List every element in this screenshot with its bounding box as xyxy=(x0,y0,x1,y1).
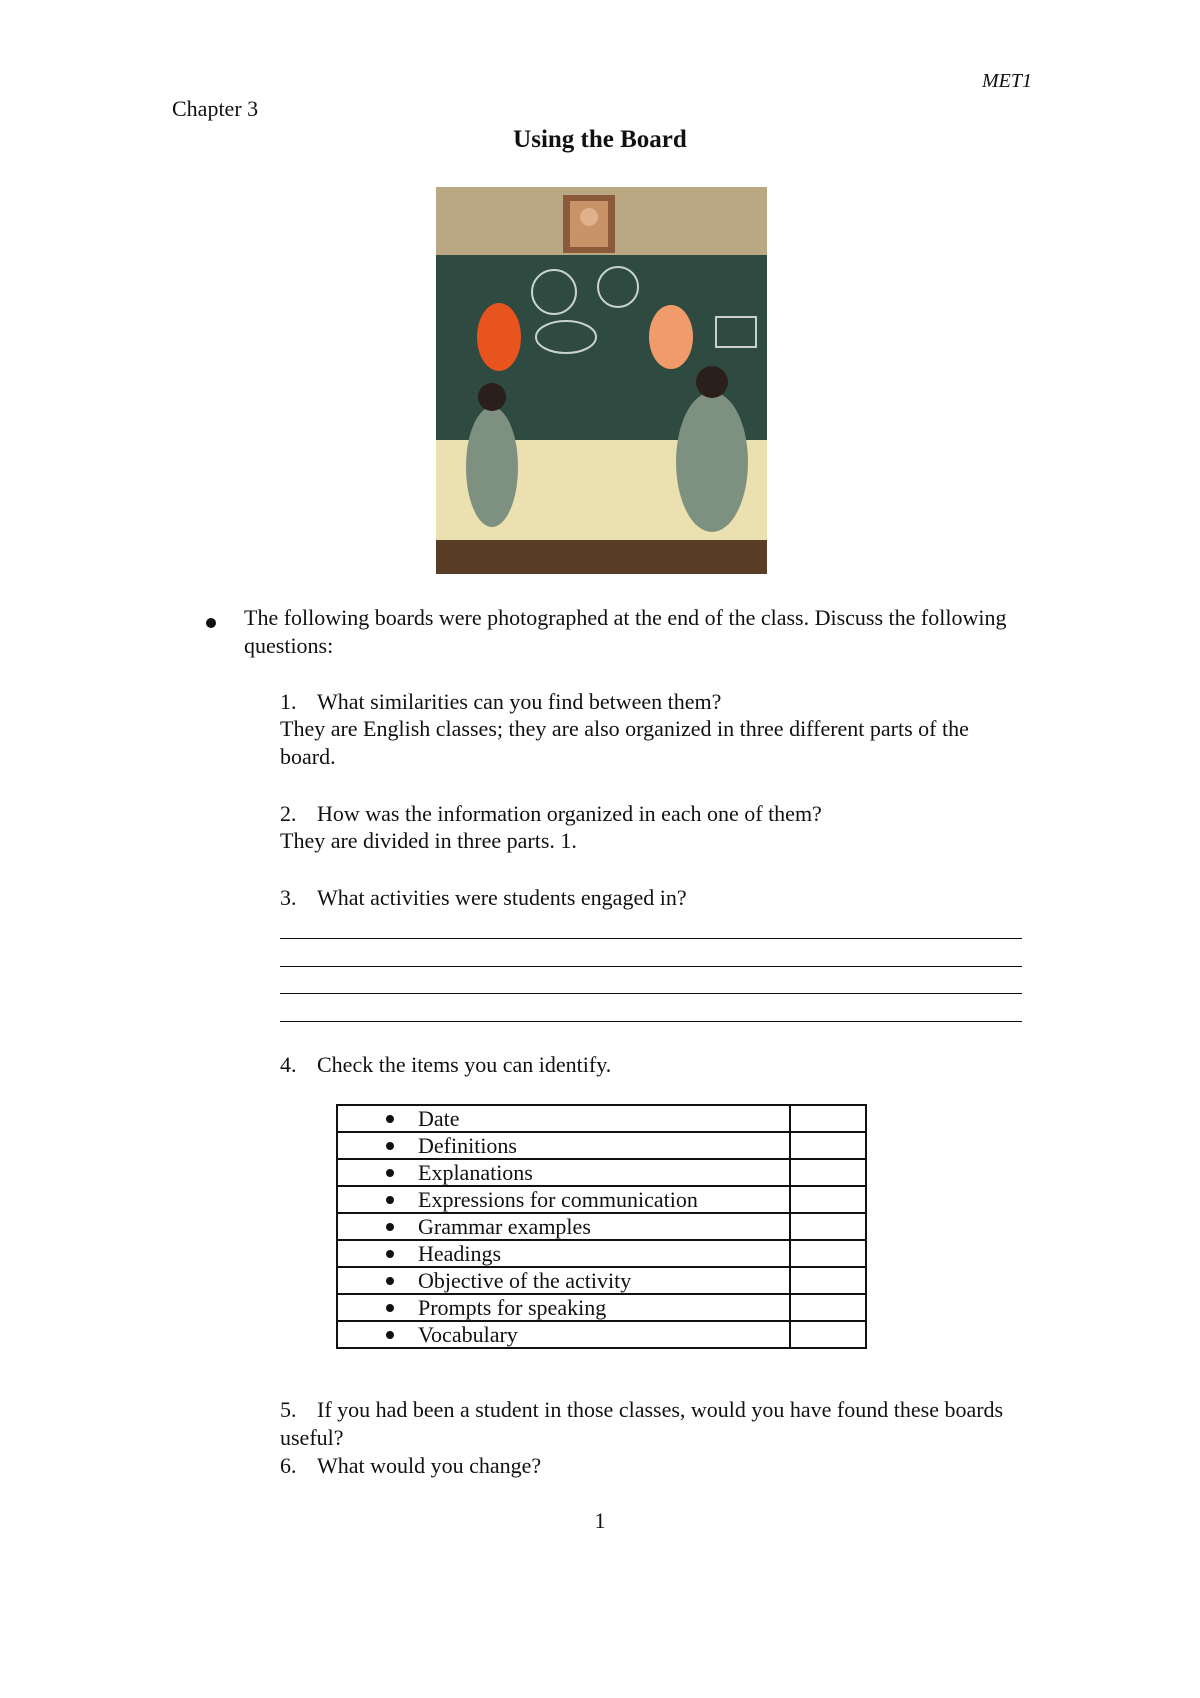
question-text: How was the information organized in each one of them? xyxy=(317,801,822,826)
bullet-icon xyxy=(386,1142,394,1150)
checklist-item-label: Expressions for communication xyxy=(418,1187,698,1212)
bullet-icon xyxy=(386,1196,394,1204)
table-row xyxy=(337,1213,866,1240)
bullet-icon xyxy=(386,1250,394,1258)
question-number: 3. xyxy=(280,885,297,910)
check-cell[interactable] xyxy=(790,1213,866,1240)
answer-line[interactable] xyxy=(280,1021,1022,1022)
check-cell[interactable] xyxy=(790,1132,866,1159)
check-cell[interactable] xyxy=(790,1294,866,1321)
checklist-item-label: Prompts for speaking xyxy=(418,1295,607,1320)
checklist-item-label: Definitions xyxy=(418,1133,517,1158)
question-text: If you had been a student in those classes, would you have found these boards useful? xyxy=(280,1397,1004,1450)
table-row xyxy=(337,1294,866,1321)
answer-line[interactable] xyxy=(280,966,1022,967)
checklist-item-label: Headings xyxy=(418,1241,502,1266)
checklist-table xyxy=(336,1104,867,1349)
question-1 xyxy=(280,688,721,716)
question-4 xyxy=(280,1051,611,1079)
bullet-icon xyxy=(386,1223,394,1231)
table-row xyxy=(337,1321,866,1348)
answer-1: They are English classes; they are also organized in three different parts of the board. xyxy=(280,716,969,769)
checklist-item-label: Date xyxy=(418,1106,460,1131)
chapter-label: Chapter 3 xyxy=(172,96,259,121)
question-text: What would you change? xyxy=(317,1453,542,1478)
page-title: Using the Board xyxy=(513,126,687,153)
checklist-item-label: Explanations xyxy=(418,1160,533,1185)
question-number: 2. xyxy=(280,801,297,826)
question-number: 4. xyxy=(280,1052,297,1077)
table-row xyxy=(337,1132,866,1159)
question-text: What similarities can you find between them? xyxy=(317,689,722,714)
table-row xyxy=(337,1267,866,1294)
check-cell[interactable] xyxy=(790,1240,866,1267)
check-cell[interactable] xyxy=(790,1159,866,1186)
table-row xyxy=(337,1159,866,1186)
bullet-icon xyxy=(386,1304,394,1312)
table-row xyxy=(337,1186,866,1213)
table-row xyxy=(337,1240,866,1267)
answer-line[interactable] xyxy=(280,993,1022,994)
page-number: 1 xyxy=(594,1508,606,1533)
question-text: What activities were students engaged in? xyxy=(317,885,687,910)
check-cell[interactable] xyxy=(790,1321,866,1348)
checklist-item-label: Objective of the activity xyxy=(418,1268,632,1293)
bullet-icon xyxy=(206,618,216,628)
check-cell[interactable] xyxy=(790,1105,866,1132)
document-code: MET1 xyxy=(982,70,1032,92)
question-text: Check the items you can identify. xyxy=(317,1052,612,1077)
classroom-board-photo xyxy=(436,187,767,574)
bullet-icon xyxy=(386,1277,394,1285)
bullet-icon xyxy=(386,1331,394,1339)
answer-2: They are divided in three parts. 1. xyxy=(280,828,577,853)
check-cell[interactable] xyxy=(790,1267,866,1294)
question-5 xyxy=(280,1396,1040,1452)
checklist-item-label: Grammar examples xyxy=(418,1214,591,1239)
question-number: 5. xyxy=(280,1397,297,1422)
question-number: 6. xyxy=(280,1453,297,1478)
table-row xyxy=(337,1105,866,1132)
question-6 xyxy=(280,1452,541,1480)
bullet-icon xyxy=(386,1169,394,1177)
checklist-item-label: Vocabulary xyxy=(418,1322,518,1347)
intro-text: The following boards were photographed at the end of the class. Discuss the following questions: xyxy=(244,605,1007,658)
bullet-icon xyxy=(386,1115,394,1123)
check-cell[interactable] xyxy=(790,1186,866,1213)
question-3 xyxy=(280,884,687,912)
answer-line[interactable] xyxy=(280,938,1022,939)
question-2 xyxy=(280,800,822,828)
question-number: 1. xyxy=(280,689,297,714)
